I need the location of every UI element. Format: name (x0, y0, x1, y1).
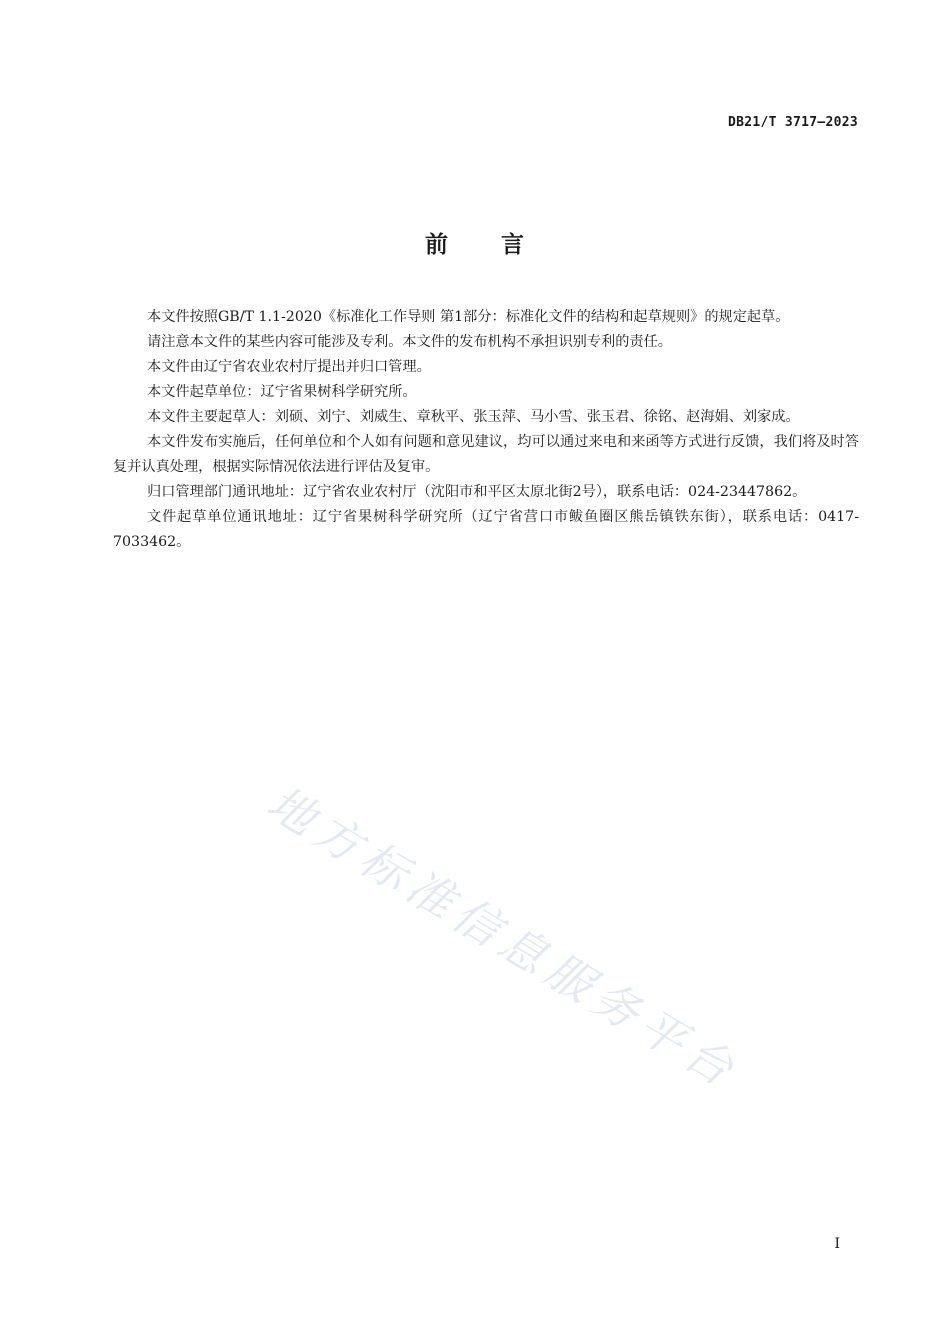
paragraph-patent-notice: 请注意本文件的某些内容可能涉及专利。本文件的发布机构不承担识别专利的责任。 (147, 334, 672, 350)
document-code: DB21/T 3717—2023 (727, 115, 858, 130)
title-char-1: 前 (425, 232, 449, 258)
page-title (0, 226, 950, 259)
paragraph-admin-address: 归口管理部门通讯地址：辽宁省农业农村厅（沈阳市和平区太原北街2号），联系电话：024-23447862。 (147, 484, 807, 500)
paragraph-standard-basis: 本文件按照GB/T 1.1-2020《标准化工作导则 第1部分：标准化文件的结构和起草规则》的规定起草。 (147, 309, 790, 325)
paragraph-feedback: 本文件发布实施后，任何单位和个人如有问题和意见建议，均可以通过来电和来函等方式进行反馈，我们将及时答复并认真处理，根据实际情况依法进行评估及复审。 (113, 434, 859, 475)
paragraph-proposer: 本文件由辽宁省农业农村厅提出并归口管理。 (147, 359, 431, 375)
title-char-2: 言 (501, 232, 525, 258)
paragraph-drafter-address: 文件起草单位通讯地址：辽宁省果树科学研究所（辽宁省营口市鲅鱼圈区熊岳镇铁东街），联系电话：0417-7033462。 (113, 509, 859, 550)
watermark: 地方标准信息服务平台 (258, 775, 749, 1100)
paragraph-drafters: 本文件主要起草人：刘硕、刘宁、刘威生、章秋平、张玉萍、马小雪、张玉君、徐铭、赵海娟、刘家成。 (147, 409, 800, 425)
paragraph-drafting-unit: 本文件起草单位：辽宁省果树科学研究所。 (147, 384, 417, 400)
foreword-body (113, 305, 859, 555)
page-number: I (834, 1236, 840, 1252)
